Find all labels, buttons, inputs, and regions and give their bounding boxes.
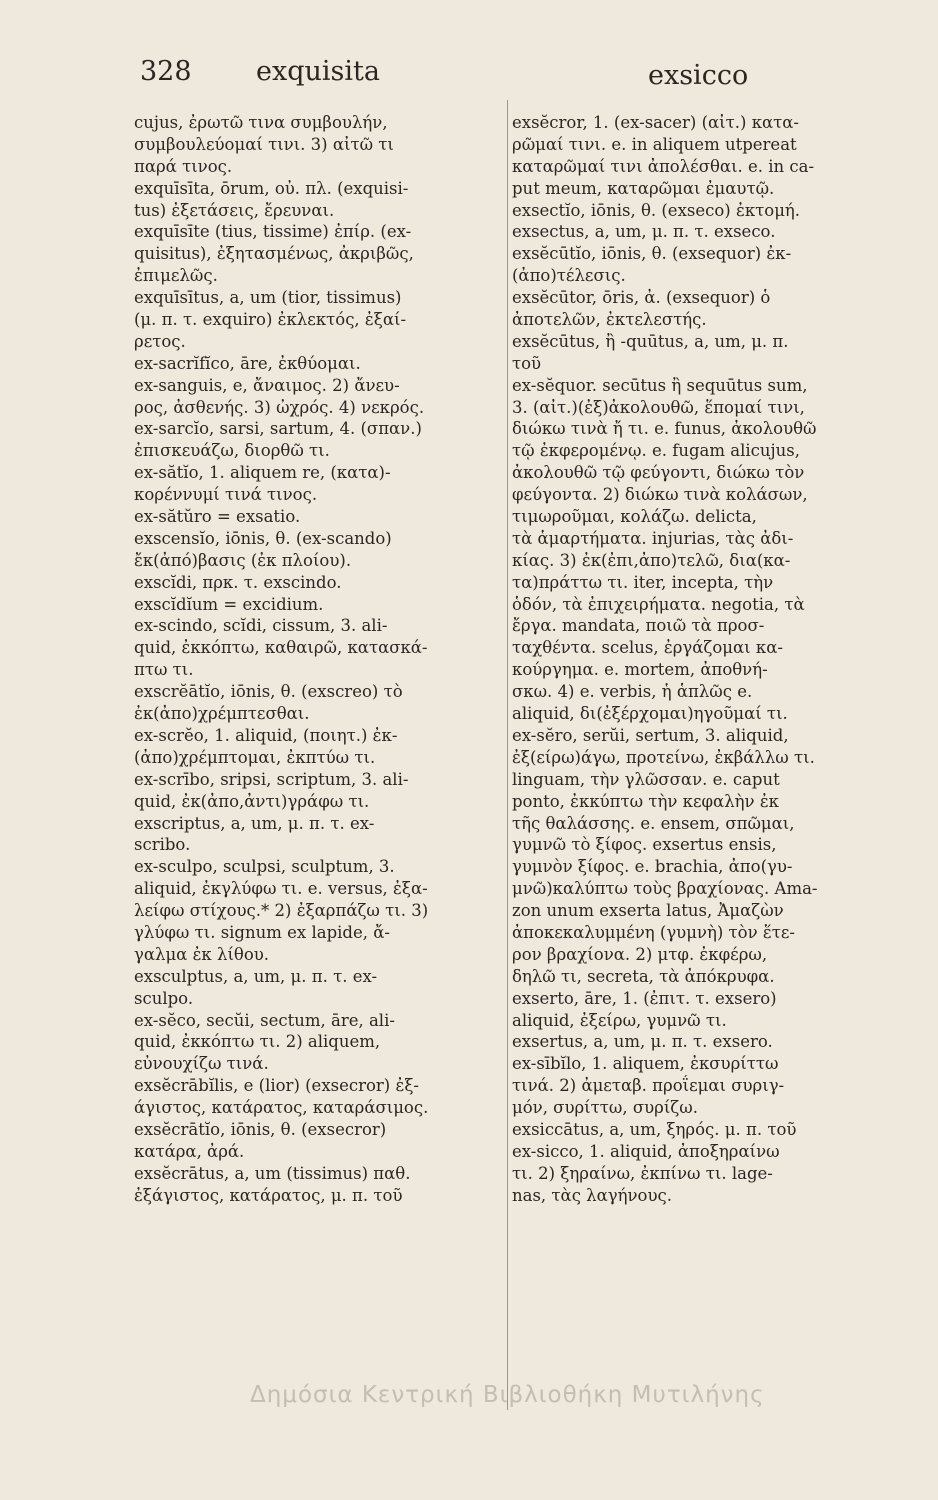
entry-line: τῆς θαλάσσης. e. ensem, σπῶμαι, — [512, 813, 795, 833]
entry-line: quid, ἐκκόπτω τι. 2) aliquem, — [134, 1032, 381, 1052]
entry-line: (ἀπο)χρέμπτομαι, ἐκπτύω τι. — [134, 747, 376, 767]
entry-line: exsectĭo, iōnis, θ. (exseco) ἐκτομή. — [512, 200, 801, 220]
entry-line: scribo. — [134, 835, 191, 855]
entry-line: τοῦ — [512, 353, 542, 373]
entry-line: nas, τὰς λαγήνους. — [512, 1185, 673, 1205]
entry-line: cujus, ἐρωτῶ τινα συμβουλήν, — [134, 113, 388, 132]
entry-line: γυμνὸν ξίφος. e. brachia, ἀπο(γυ- — [512, 857, 793, 877]
entry-line: ex-scrĕo, 1. aliquid, (ποιητ.) ἐκ- — [134, 725, 398, 745]
entry-line: exsĕcrātĭo, iōnis, θ. (exsecror) — [134, 1119, 387, 1139]
entry-line: exsectus, a, um, μ. π. τ. exseco. — [512, 222, 776, 242]
entry-line: (ἀπο)τέλεσις. — [512, 266, 626, 286]
entry-line: ρον βραχίονα. 2) μτφ. ἐκφέρω, — [512, 944, 768, 964]
entry-line: εὐνουχίζω τινά. — [134, 1054, 269, 1074]
entry-line: ἐκ(ἀπο)χρέμπτεσθαι. — [134, 704, 310, 724]
entry-line: exserto, āre, 1. (ἐπιτ. τ. exsero) — [512, 988, 777, 1008]
entry-line: exscĭdĭum = excidium. — [134, 594, 324, 614]
entry-line: ex-sībĭlo, 1. aliquem, ἐκσυρίττω — [512, 1054, 779, 1074]
entry-line: τὰ ἁμαρτήματα. injurias, τὰς ἀδι- — [512, 528, 794, 548]
entry-line: τα)πράττω τι. iter, incepta, τὴν — [512, 572, 774, 592]
entry-line: exquīsīta, ōrum, οὐ. πλ. (exquisi- — [134, 178, 409, 198]
entry-line: δηλῶ τι, secreta, τὰ ἀπόκρυφα. — [512, 966, 775, 986]
entry-line: σκω. 4) e. verbis, ἡ ἁπλῶς e. — [512, 682, 753, 702]
entry-line: ex-sculpo, sculpsi, sculptum, 3. — [134, 857, 395, 877]
entry-line: ἐξ(είρω)άγω, προτείνω, ἐκβάλλω τι. — [512, 747, 815, 767]
entry-line: (μ. π. τ. exquiro) ἐκλεκτός, ἐξαί- — [134, 310, 407, 330]
entry-line: γλύφω τι. signum ex lapide, ἄ- — [134, 922, 390, 942]
library-watermark: Δημόσια Κεντρική Βιβλιοθήκη Μυτιλήνης — [250, 1382, 765, 1408]
entry-line: linguam, τὴν γλῶσσαν. e. caput — [512, 769, 780, 789]
entry-line: exscrĕātĭo, iōnis, θ. (exscreo) τὸ — [134, 682, 403, 702]
entry-line: exsculptus, a, um, μ. π. τ. ex- — [134, 966, 378, 986]
entry-line: aliquid, δι(ἐξέρχομαι)ηγοῦμαί τι. — [512, 704, 788, 724]
entry-line: λείφω στίχους.* 2) ἐξαρπάζω τι. 3) — [134, 901, 429, 921]
entry-line: put meum, καταρῶμαι ἐμαυτῷ. — [512, 178, 775, 198]
entry-line: exsĕcrābĭlis, e (lior) (exsecror) ἐξ- — [134, 1076, 420, 1096]
entry-line: κούργημα. e. mortem, ἀποθνή- — [512, 660, 768, 680]
running-header — [0, 52, 938, 92]
entry-line: μνῶ)καλύπτω τοὺς βραχίονας. Ama- — [512, 879, 818, 899]
entry-line: τιμωροῦμαι, κολάζω. delicta, — [512, 507, 757, 527]
entry-line: τινά. 2) ἀμεταβ. προΐεμαι συριγ- — [512, 1076, 785, 1096]
entry-line: ρῶμαί τινι. e. in aliquem utpereat — [512, 134, 797, 154]
entry-line: exsĕcūtĭo, iōnis, θ. (exsequor) ἐκ- — [512, 244, 792, 264]
entry-line: άγιστος, κατάρατος, καταράσιμος. — [134, 1098, 429, 1118]
page-number: 328 — [140, 56, 192, 87]
entry-line: ex-sicco, 1. aliquid, ἀποξηραίνω — [512, 1141, 780, 1161]
entry-line: ὁδόν, τὰ ἐπιχειρήματα. negotia, τὰ — [512, 594, 805, 614]
entry-line: παρά τινος. — [134, 156, 233, 176]
entry-line: ταχθέντα. scelus, ἐργάζομαι κα- — [512, 638, 783, 658]
entry-line: sculpo. — [134, 988, 194, 1008]
entry-line: φεύγοντα. 2) διώκω τινὰ κολάσων, — [512, 485, 808, 505]
right-column — [512, 112, 884, 1207]
entry-line: ἀποκεκαλυμμένη (γυμνὴ) τὸν ἕτε- — [512, 922, 795, 942]
entry-line: aliquid, ἐκγλύφω τι. e. versus, ἐξα- — [134, 879, 428, 899]
entry-line: τῷ ἐκφερομένῳ. e. fugam alicujus, — [512, 441, 800, 461]
entry-line: κατάρα, ἀρά. — [134, 1141, 245, 1161]
entry-line: ἀποτελῶν, ἐκτελεστής. — [512, 310, 707, 330]
entry-line: exscensĭo, iōnis, θ. (ex-scando) — [134, 528, 392, 548]
entry-line: ἔκ(ἀπό)βασις (ἐκ πλοίου). — [134, 550, 352, 570]
entry-line: πτω τι. — [134, 660, 194, 680]
entry-line: exquīsīte (tius, tissime) ἐπίρ. (ex- — [134, 222, 412, 242]
entry-line: quid, ἐκκόπτω, καθαιρῶ, κατασκά- — [134, 638, 428, 658]
entry-line: συμβουλεύομαί τινι. 3) αἰτῶ τι — [134, 134, 394, 154]
left-column — [134, 112, 502, 1207]
entry-line: ἐξάγιστος, κατάρατος, μ. π. τοῦ — [134, 1185, 403, 1205]
entry-line: διώκω τινὰ ἤ τι. e. funus, ἀκολουθῶ — [512, 419, 817, 439]
entry-line: ex-sacrĭfĭco, āre, ἐκθύομαι. — [134, 353, 361, 373]
entry-line: ex-sanguis, e, ἄναιμος. 2) ἄνευ- — [134, 375, 400, 395]
entry-line: ex-sĕco, secŭi, sectum, āre, ali- — [134, 1010, 395, 1030]
entry-line: ἀκολουθῶ τῷ φεύγοντι, διώκω τὸν — [512, 463, 805, 483]
entry-line: γυμνῶ τὸ ξίφος. exsertus ensis, — [512, 835, 777, 855]
entry-line: quisitus), ἐξητασμένως, ἀκριβῶς, — [134, 244, 414, 264]
entry-line: exsĕcūtus, ἢ -quūtus, a, um, μ. π. — [512, 331, 789, 351]
entry-line: γαλμα ἐκ λίθου. — [134, 944, 270, 964]
column-divider — [507, 100, 508, 1410]
entry-line: zon unum exserta latus, Ἀμαζὼν — [512, 901, 784, 921]
guide-word-left: exquisita — [256, 56, 380, 87]
entry-line: exscriptus, a, um, μ. π. τ. ex- — [134, 813, 375, 833]
entry-line: aliquid, ἐξείρω, γυμνῶ τι. — [512, 1010, 727, 1030]
entry-line: τι. 2) ξηραίνω, ἐκπίνω τι. lage- — [512, 1163, 773, 1183]
entry-line: ρετος. — [134, 331, 186, 351]
entry-line: ἐπισκευάζω, διορθῶ τι. — [134, 441, 330, 461]
entry-line: ex-sĕquor. secūtus ἢ sequūtus sum, — [512, 375, 808, 395]
entry-line: 3. (αἰτ.)(ἐξ)ἀκολουθῶ, ἕπομαί τινι, — [512, 397, 805, 417]
entry-line: tus) ἐξετάσεις, ἔρευναι. — [134, 200, 335, 220]
entry-line: exquīsītus, a, um (tior, tissimus) — [134, 288, 402, 308]
entry-line: ex-scrībo, sripsi, scriptum, 3. ali- — [134, 769, 409, 789]
entry-line: ex-sĕro, serŭi, sertum, 3. aliquid, — [512, 725, 789, 745]
entry-line: exsĕcror, 1. (ex-sacer) (αἰτ.) κατα- — [512, 113, 799, 132]
entry-line: exsĕcūtor, ōris, ἀ. (exsequor) ὁ — [512, 288, 771, 308]
entry-line: exsiccātus, a, um, ξηρός. μ. π. τοῦ — [512, 1119, 797, 1139]
entry-line: quid, ἐκ(ἀπο,ἀντι)γράφω τι. — [134, 791, 370, 811]
entry-line: exscĭdi, πρκ. τ. exscindo. — [134, 572, 342, 592]
entry-line: ex-sarcĭo, sarsi, sartum, 4. (σπαν.) — [134, 419, 422, 439]
entry-line: ἐπιμελῶς. — [134, 266, 218, 286]
entry-line: ponto, ἐκκύπτω τὴν κεφαλὴν ἐκ — [512, 791, 779, 811]
entry-line: exsĕcrātus, a, um (tissimus) παθ. — [134, 1163, 411, 1183]
entry-line: ex-scindo, scĭdi, cissum, 3. ali- — [134, 616, 388, 636]
entry-line: ex-sătĭo, 1. aliquem re, (κατα)- — [134, 463, 391, 483]
entry-line: ex-sătŭro = exsatio. — [134, 507, 301, 527]
guide-word-right: exsicco — [648, 60, 749, 91]
entry-line: ἔργα. mandata, ποιῶ τὰ προσ- — [512, 616, 765, 636]
entry-line: ρος, ἀσθενής. 3) ὠχρός. 4) νεκρός. — [134, 397, 425, 417]
entry-line: exsertus, a, um, μ. π. τ. exsero. — [512, 1032, 773, 1052]
entry-line: μόν, συρίττω, συρίζω. — [512, 1098, 698, 1118]
entry-line: καταρῶμαί τινι ἀπολέσθαι. e. in ca- — [512, 156, 815, 176]
entry-line: κίας. 3) ἐκ(ἐπι,ἀπο)τελῶ, δια(κα- — [512, 550, 791, 570]
entry-line: κορέννυμί τινά τινος. — [134, 485, 318, 505]
